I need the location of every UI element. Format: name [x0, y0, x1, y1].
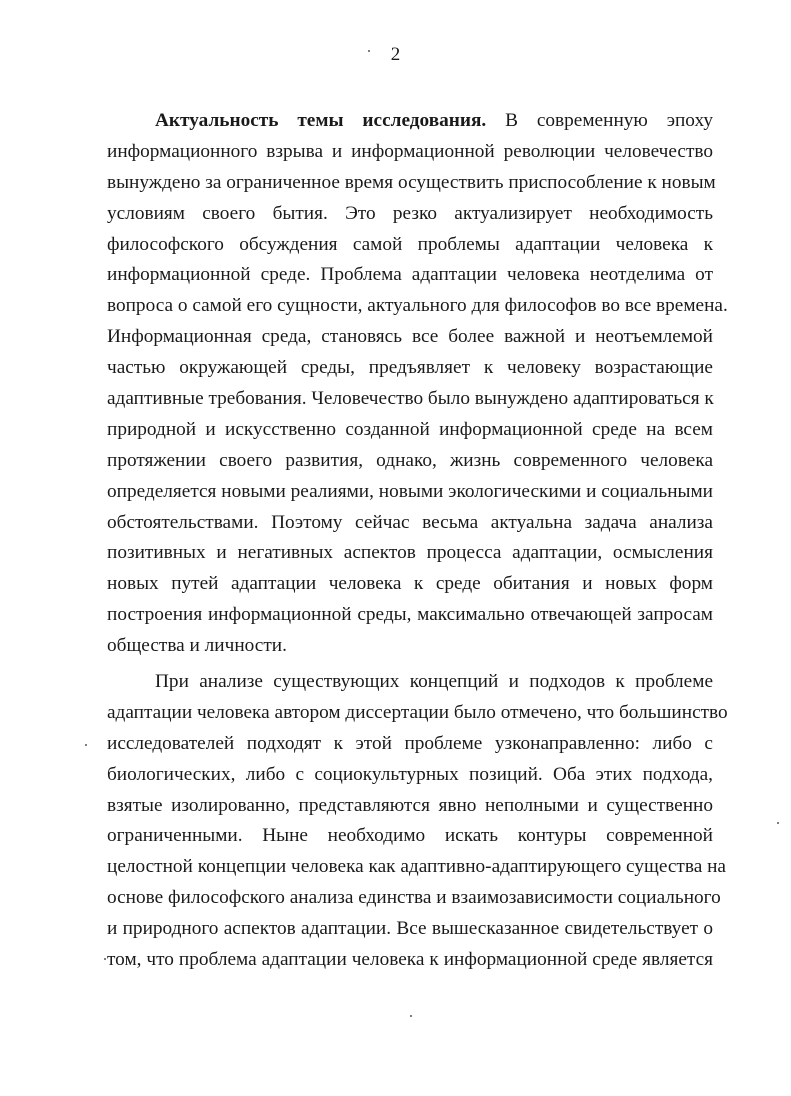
paragraph-1-line-14: обстоятельствами. Поэтому сейчас весьма актуальна задача анализа — [107, 511, 713, 533]
paragraph-1-line-16: новых путей адаптации человека к среде обитания и новых форм — [107, 573, 713, 595]
paragraph-2-line-2: адаптации человека автором диссертации было отмечено, что большинство — [107, 701, 728, 723]
paragraph-1-line-5: философского обсуждения самой проблемы адаптации человека к — [107, 233, 713, 255]
paragraph-1-line-4: условиям своего бытия. Это резко актуализирует необходимость — [107, 202, 713, 224]
paragraph-2-line-8: основе философского анализа единства и взаимозависимости социального — [107, 887, 721, 909]
scan-speck — [104, 958, 106, 960]
scan-speck — [368, 50, 370, 52]
page-number: 2 — [390, 44, 401, 65]
paragraph-1-line-18: общества и личности. — [107, 635, 287, 657]
paragraph-1-line-2: информационного взрыва и информационной революции человечество — [107, 140, 713, 162]
section-heading: Актуальность темы исследования. — [155, 110, 487, 131]
paragraph-1-line-7: вопроса о самой его сущности, актуального для философов во все времена. — [107, 295, 728, 317]
paragraph-1-line-17: построения информационной среды, максимально отвечающей запросам — [107, 604, 713, 626]
scan-speck — [85, 744, 87, 746]
scan-speck — [777, 822, 779, 824]
paragraph-2-line-6: ограниченными. Ныне необходимо искать контуры современной — [107, 825, 713, 847]
scan-speck — [410, 1015, 412, 1017]
paragraph-2-line-3: исследователей подходят к этой проблеме узконаправленно: либо с — [107, 732, 713, 754]
paragraph-2-line-10: том, что проблема адаптации человека к информационной среде является — [107, 949, 713, 971]
document-body — [107, 106, 728, 976]
paragraph-1-line-3: вынуждено за ограниченное время осуществить приспособление к новым — [107, 171, 716, 193]
paragraph-2-line-5: взятые изолированно, представляются явно неполными и существенно — [107, 794, 713, 816]
paragraph-1-line-10: адаптивные требования. Человечество было вынуждено адаптироваться к — [107, 388, 714, 410]
paragraph-2-line-4: биологических, либо с социокультурных позиций. Оба этих подхода, — [107, 763, 713, 785]
paragraph-1-line-12: протяжении своего развития, однако, жизнь современного человека — [107, 449, 713, 471]
paragraph-1-line-13: определяется новыми реалиями, новыми экологическими и социальными — [107, 480, 713, 502]
paragraph-2-line-1: При анализе существующих концепций и подходов к проблеме — [155, 671, 713, 693]
paragraph-1-line-8: Информационная среда, становясь все более важной и неотъемлемой — [107, 326, 713, 348]
paragraph-2-line-7: целостной концепции человека как адаптивно-адаптирующего существа на — [107, 856, 726, 878]
paragraph-1-line-9: частью окружающей среды, предъявляет к человеку возрастающие — [107, 357, 713, 379]
paragraph-1-line-6: информационной среде. Проблема адаптации человека неотделима от — [107, 264, 713, 286]
paragraph-1-line-11: природной и искусственно созданной информационной среде на всем — [107, 418, 713, 440]
paragraph-1-line-15: позитивных и негативных аспектов процесса адаптации, осмысления — [107, 542, 713, 564]
paragraph-2-line-9: и природного аспектов адаптации. Все вышесказанное свидетельствует о — [107, 918, 713, 940]
text-run: В современную эпоху — [505, 110, 713, 131]
paragraph-1-line-1 — [107, 106, 713, 137]
